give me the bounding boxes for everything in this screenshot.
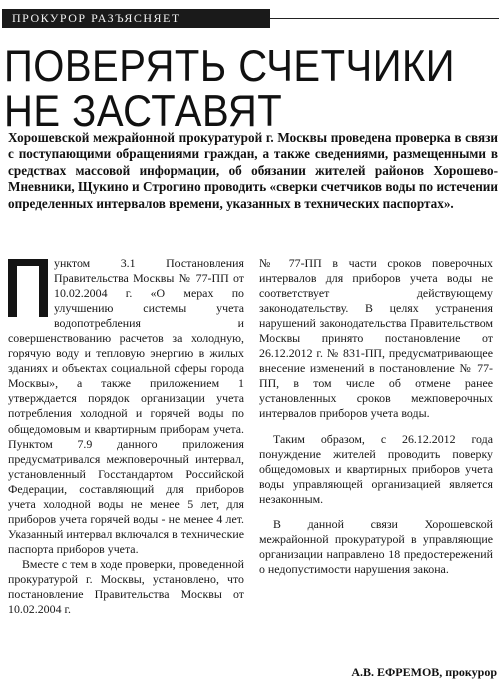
- rubric-banner: [2, 9, 270, 28]
- body-paragraph-1: [8, 256, 244, 557]
- article-column-right: [259, 256, 493, 577]
- headline-line-2: НЕ ЗАСТАВЯТ: [4, 86, 283, 136]
- rubric-rule: [270, 18, 499, 19]
- rubric-label: ПРОКУРОР РАЗЪЯСНЯЕТ: [12, 11, 181, 25]
- body-paragraph-3: № 77-ПП в части сроков поверочных интервалов для приборов учета воды не соответствует действующему законодательству. В целях устранения нарушений законодательства Правительством Москвы принято постановление от 26.12.2012 г. № 831-ПП, предусматривающее внесение изменений в постановление № 77-ПП, в том числе об отмене ранее установленных сроков межповерочных интервалов приборов учета воды.: [259, 256, 493, 421]
- body-paragraph-1-text: унктом 3.1 Постановления Правительства Москвы № 77-ПП от 10.02.2004 г. «О мерах по улучшению системы учета водопотребления и совершенствованию расчетов за холодную, горячую воду и тепловую энергию в жилых зданиях и объектах социальной сферы города Москвы», а также приложением 1 утверждается порядок организации учета потребления холодной и горячей воды по общедомовым и квартирным приборам учета. Пунктом 7.9 данного приложения предусматривался межповерочный интервал, установленный Госстандартом Российской Федерации, составляющий для приборов учета холодной воды не менее 5 лет, для приборов учета горячей воды - не менее 4 лет. Указанный интервал включался в технические паспорта приборов учета.: [8, 256, 244, 556]
- body-paragraph-4: Таким образом, с 26.12.2012 года понуждение жителей проводить поверку общедомовых и квартирных приборов учета воды управляющей организацией является незаконным.: [259, 431, 493, 506]
- headline-line-1: ПОВЕРЯТЬ СЧЕТЧИКИ: [4, 41, 455, 92]
- drop-cap: [8, 259, 48, 317]
- body-paragraph-5: В данной связи Хорошевской межрайонной прокуратурой в управляющие организации направлено 18 предостережений о недопустимости нарушения закона.: [259, 516, 493, 576]
- article-headline: [4, 41, 455, 136]
- author-signature: А.В. ЕФРЕМОВ, прокурор: [351, 665, 497, 679]
- article-lead: Хорошевской межрайонной прокуратурой г. Москвы проведена проверка в связи с поступающими обращениями граждан, а также сведениями, размещенными в средствах массовой информации, об обязании жителей районов Хорошево-Мневники, Щукино и Строгино проводить «сверки счетчиков воды по истечении определенных интервалов времени, указанных в технических паспортах».: [8, 130, 498, 211]
- article-column-left: [8, 256, 244, 617]
- drop-cap-letter: [8, 259, 48, 317]
- body-paragraph-2: Вместе с тем в ходе проверки, проведенной прокуратурой г. Москвы, установлено, что постановление Правительства Москвы от 10.02.2004 г.: [8, 556, 244, 617]
